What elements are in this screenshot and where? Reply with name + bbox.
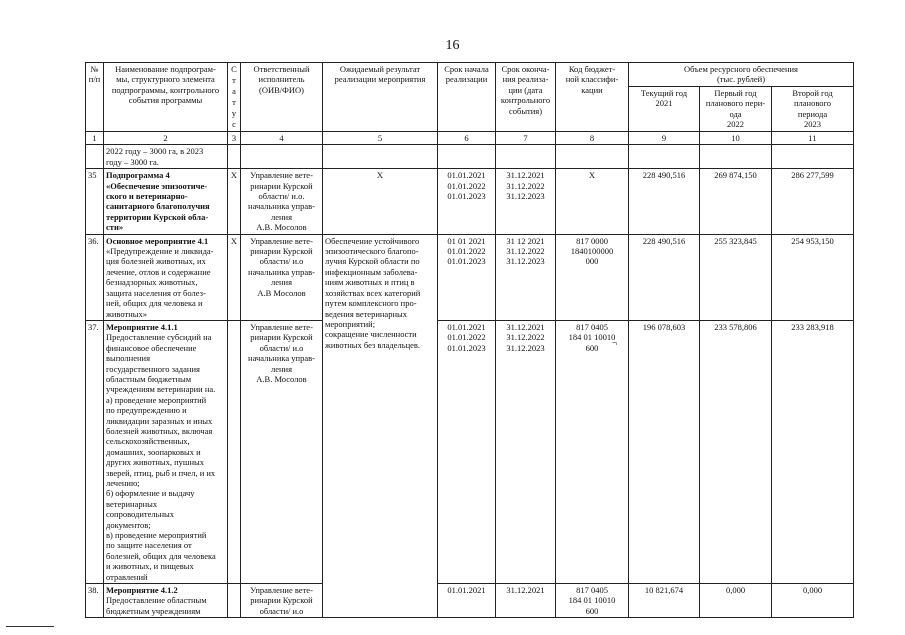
row-name-text: Предоставление областным бюджетным учреждениям	[106, 595, 207, 616]
row-name-text: Предоставление субсидий на финансовое обеспечение выполнения государственного задания областным бюджетным учреждениям ветеринарии на. а) проведение мероприятий по предупреждению и ликвидации заразных и иных болезней животных, включая сельскохозяйственных, домашних, зоопарковых и других животных, пушных зверей, птиц, рыб и пчел, и их лечению; б) оформление и выдачу ветеринарных сопроводительных документов; в) проведение мероприятий по защите населения от болезней, общих для человека и животных, и пищевых отравлений	[106, 332, 216, 582]
row-name-bold: Мероприятие 4.1.1	[106, 321, 178, 332]
col-header-budget-code: Код бюджет- ной классифи- кации	[556, 63, 629, 132]
continuation-text: 2022 году – 3000 га, в 2023 году – 3000 га.	[104, 145, 228, 169]
row-name	[104, 169, 228, 234]
table-row	[86, 584, 854, 618]
row-code: 817 0405 184 01 10010 600	[556, 584, 629, 618]
row-name-bold: Мероприятие 4.1.2	[106, 585, 178, 596]
row-result	[323, 584, 438, 618]
row-num: 36.	[86, 234, 104, 320]
row-num: 38.	[86, 584, 104, 618]
row-2022: 269 874,150	[700, 169, 772, 234]
row-2022: 233 578,806	[700, 320, 772, 583]
row-end: 31.12.2021	[496, 584, 556, 618]
column-number: 1	[86, 132, 104, 145]
row-status	[228, 320, 241, 583]
row-2021: 228 490,516	[629, 234, 700, 320]
row-end: 31 12 2021 31.12.2022 31.12.2023	[496, 234, 556, 320]
row-2023: 254 953,150	[772, 234, 854, 320]
col-header-name: Наименование подпрограм- мы, структурного элемента подпрограммы, контрольного события программы	[104, 63, 228, 132]
row-end: 31.12.2021 31.12.2022 31.12.2023	[496, 320, 556, 583]
table-row-continuation	[86, 145, 854, 169]
row-name	[104, 234, 228, 320]
stray-mark: ¬	[612, 338, 618, 348]
page-number: 16	[445, 38, 460, 53]
row-executor: Управление вете- ринарии Курской области/ и.о начальника управ- ления А.В Мосолов	[241, 234, 323, 320]
column-number: 6	[438, 132, 496, 145]
col-header-2022: Первый год планового пери- ода 2022	[700, 86, 772, 131]
row-status	[228, 584, 241, 618]
column-number: 11	[772, 132, 854, 145]
row-2021: 228 490,516	[629, 169, 700, 234]
row-executor: Управление вете- ринарии Курской области/ и.о. начальника управ- ления А.В. Мосолов	[241, 169, 323, 234]
row-2023: 233 283,918	[772, 320, 854, 583]
footnote-divider	[6, 626, 54, 627]
col-header-executor: Ответственный исполнитель (ОИВ/ФИО)	[241, 63, 323, 132]
table-row	[86, 234, 854, 320]
row-2023: 0,000	[772, 584, 854, 618]
row-code: 817 0405 184 01 10010 600	[556, 320, 629, 583]
row-start: 01.01.2021 01.01.2022 01.01.2023	[438, 320, 496, 583]
row-start: 01 01 2021 01.01.2022 01.01.2023	[438, 234, 496, 320]
row-2021: 196 078,603	[629, 320, 700, 583]
column-number: 2	[104, 132, 228, 145]
table-row	[86, 320, 854, 583]
row-result: Х	[323, 169, 438, 234]
row-name-bold: Подпрограмма 4 «Обеспечение эпизоотиче- ского и ветеринарно- санитарного благополучия территории Курской обла- сти»	[106, 170, 210, 233]
table-row	[86, 169, 854, 234]
row-2022: 0,000	[700, 584, 772, 618]
row-name	[104, 584, 228, 618]
row-status: Х	[228, 234, 241, 320]
col-header-2021: Текущий год 2021	[629, 86, 700, 131]
row-name-bold: Основное мероприятие 4.1	[106, 235, 209, 246]
column-number: 4	[241, 132, 323, 145]
row-executor: Управление вете- ринарии Курской области/ и.о	[241, 584, 323, 618]
row-code: 817 0000 1840100000 000	[556, 234, 629, 320]
column-number: 5	[323, 132, 438, 145]
resource-table	[85, 62, 854, 618]
column-number: 3	[228, 132, 241, 145]
column-number-row	[86, 132, 854, 145]
col-header-num: № п/п	[86, 63, 104, 132]
col-header-resources: Объем ресурсного обеспечения (тыс. рублей)	[629, 63, 854, 87]
col-header-start: Срок начала реализации	[438, 63, 496, 132]
column-number: 8	[556, 132, 629, 145]
column-number: 10	[700, 132, 772, 145]
row-end: 31.12.2021 31.12.2022 31.12.2023	[496, 169, 556, 234]
col-header-end: Срок оконча- ния реализа- ции (дата контрольного события)	[496, 63, 556, 132]
row-num: 35	[86, 169, 104, 234]
row-num: 37.	[86, 320, 104, 583]
col-header-status: С т а т у с	[228, 63, 241, 132]
row-code: Х	[556, 169, 629, 234]
row-2021: 10 821,674	[629, 584, 700, 618]
row-status: Х	[228, 169, 241, 234]
header-row-1	[86, 63, 854, 87]
row-result: Обеспечение устойчивого эпизоотического благопо- лучия Курской области по инфекционным заболева- ниям животных и птиц в хозяйствах всех категорий путем комплексного про- ведения ветеринарных мероприятий; сокращение численности животных без владельцев.	[323, 234, 438, 583]
row-2023: 286 277,599	[772, 169, 854, 234]
row-2022: 255 323,845	[700, 234, 772, 320]
row-name-text: «Предупреждение и ликвида- ция болезней животных, их лечение, отлов и содержание безнадзорных животных, защита населения от болез- ней, общих для человека и животных»	[106, 246, 214, 319]
column-number: 7	[496, 132, 556, 145]
column-number: 9	[629, 132, 700, 145]
col-header-2023: Второй год планового периода 2023	[772, 86, 854, 131]
row-name	[104, 320, 228, 583]
row-start: 01.01.2021 01.01.2022 01.01.2023	[438, 169, 496, 234]
col-header-result: Ожидаемый результат реализации мероприятия	[323, 63, 438, 132]
row-start: 01.01.2021	[438, 584, 496, 618]
row-executor: Управление вете- ринарии Курской области/ и.о начальника управ- ления А.В. Мосолов	[241, 320, 323, 583]
